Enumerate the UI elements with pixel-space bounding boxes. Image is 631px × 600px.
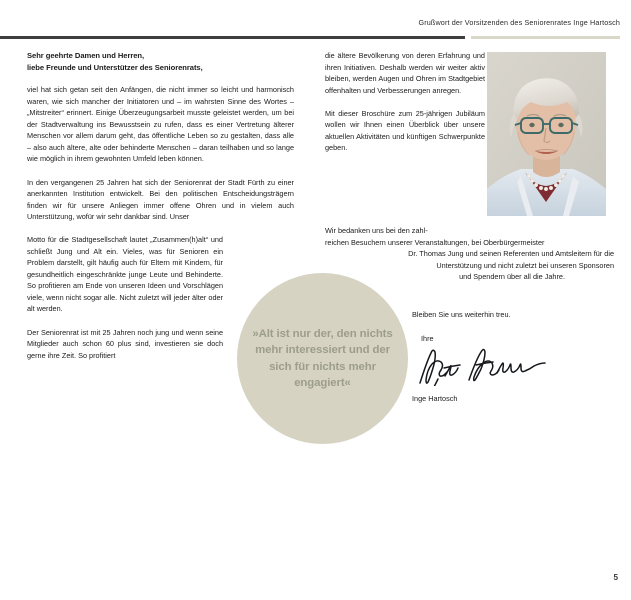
portrait-illustration xyxy=(487,52,606,216)
right-paragraph-1: die ältere Bevölkerung von deren Erfahrung und ihren Initiativen. Deshalb werden wir weiter aktiv bleiben, werden Augen und Ohren im Stadtgebiet offenhalten und Verbesserungen anregen. xyxy=(325,51,485,95)
closing-line: Bleiben Sie uns weiterhin treu. xyxy=(412,310,511,319)
left-paragraph-1: viel hat sich getan seit den Anfängen, die nicht immer so leicht und harmonisch waren, wie sich mancher der Initiatoren und – im wahrsten Sinne des Wortes – „Mitstreiter“ erinnert. Einige Überzeugungsarbeit musste geleistet werden, um bei der Stadtverwaltung ins Bewusstsein zu rufen, dass es einer Vertretung älterer Menschen vor allem darum geht, das öffentliche Leben so zu gestalten, dass alle – also auch ältere, alte oder behinderte Menschen – daran teilhaben und so lange wie möglich in ihrem gewohnten Umfeld leben können. xyxy=(27,85,294,164)
signature-salutation: Ihre xyxy=(421,334,434,343)
portrait-photo xyxy=(487,52,606,216)
pull-quote-circle xyxy=(237,273,408,444)
thanks-line-3: Dr. Thomas Jung und seinen Referenten und Amtsleitern für die xyxy=(408,249,614,259)
handwritten-signature xyxy=(414,344,554,386)
pull-quote-text: »Alt ist nur der, den nichts mehr interessiert und der sich für nichts mehr engagiert« xyxy=(252,327,393,389)
right-text-column xyxy=(325,50,485,154)
left-paragraph-2-narrow: Motto für die Stadtgesellschaft lautet „Zusammen(h)alt“ und schließt Jung und Alt ein. Vieles, was für Senioren ein Problem darstellt, gilt häufig auch für Eltern mit Kindern, für gesundheitlich eingeschränkte junge Leute und Behinderte. So profitieren am Ende von unseren Ideen und Vorschlägen viele, wenn nicht sogar alle. Nicht zuletzt will jeder älter oder alt werden. xyxy=(27,235,223,314)
header-rule-light-segment xyxy=(471,36,620,39)
salutation-line-2: liebe Freunde und Unterstützer des Seniorenrats, xyxy=(27,62,203,72)
signer-name: Inge Hartosch xyxy=(412,394,458,403)
header-rule-dark-segment xyxy=(0,36,465,39)
thanks-line-2: reichen Besuchern unserer Veranstaltungen, bei Oberbürgermeister xyxy=(325,237,545,247)
thanks-line-1: Wir bedanken uns bei den zahl- xyxy=(325,226,428,235)
page-number: 5 xyxy=(613,573,618,582)
salutation-line-1: Sehr geehrte Damen und Herren, xyxy=(27,51,145,60)
running-head: Grußwort der Vorsitzenden des Seniorenrates Inge Hartosch xyxy=(418,18,620,27)
thanks-line-4: Unterstützung und nicht zuletzt bei unseren Sponsoren xyxy=(436,260,614,270)
right-paragraph-2: Mit dieser Broschüre zum 25-jährigen Jubiläum wollen wir Ihnen einen Überblick über unsere aktuellen Aktivitäten und künftigen Schwerpunkte geben. xyxy=(325,108,485,153)
thanks-line-5: und Spendern über all die Jahre. xyxy=(459,272,565,282)
right-text-column-wide xyxy=(325,225,615,283)
header-rule xyxy=(0,36,620,39)
left-paragraph-3: Der Seniorenrat ist mit 25 Jahren noch jung und wenn seine Mitglieder auch schon 60 plus sind, investieren sie doch gerne ihre Zeit. So profitiert xyxy=(27,327,223,360)
salutation-heading xyxy=(27,50,294,73)
left-paragraph-2-wide: In den vergangenen 25 Jahren hat sich der Seniorenrat der Stadt Fürth zu einer anerkannten Institution entwickelt. Bei den politischen Entscheidungsträgern finden wir für unsere Anliegen immer offene Ohren und in vielem auch Unterstützung, wofür wir sehr dankbar sind. Unser xyxy=(27,177,294,222)
